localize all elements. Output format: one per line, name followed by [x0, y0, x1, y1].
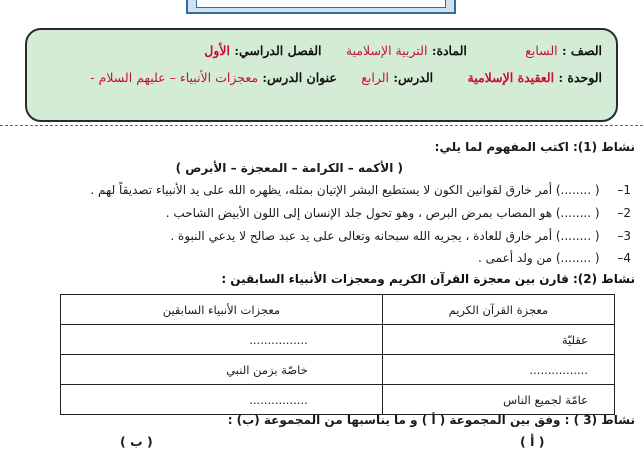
- table-header-row: [61, 295, 615, 325]
- table-row: [61, 385, 615, 415]
- grade-label: الصف :: [561, 43, 602, 58]
- top-banner: [186, 0, 456, 14]
- top-banner-inner: [196, 0, 446, 8]
- group-b-label: ( ب ): [120, 434, 153, 449]
- table-cell-prophets[interactable]: ................: [61, 385, 383, 415]
- question-3: [170, 229, 631, 243]
- table-row: [61, 355, 615, 385]
- activity2-title: نشاط (2): قارن بين معجزة القرآن الكريم ومعجزات الأنبياء السابقين :: [221, 272, 635, 286]
- group-a-label: ( أ ): [520, 434, 545, 449]
- question-2-text: ( ........) هو المصاب بمرض البرص ، وهو تحول جلد الإنسان إلى اللون الأبيض الشاحب .: [165, 206, 600, 220]
- grade-value: السابع: [525, 43, 558, 58]
- unit-value: العقيدة الإسلامية: [467, 70, 555, 85]
- table-cell-quran[interactable]: ................: [382, 355, 614, 385]
- lesson-info-box: [25, 28, 618, 122]
- info-line-1: [204, 43, 602, 58]
- table-cell-quran[interactable]: عامّة لجميع الناس: [382, 385, 614, 415]
- question-1: [90, 183, 631, 197]
- question-4-text: ( ........) من ولد أعمى .: [478, 251, 600, 265]
- subject-label: المادة:: [431, 43, 467, 58]
- question-4-number: 4–: [617, 251, 631, 265]
- question-1-text: ( ........) أمر خارق لقوانين الكون لا يستطيع البشر الإتيان بمثله، يظهره الله على يد الأنبياء تصديقاً لهم .: [90, 183, 600, 197]
- col-prophets-header: معجزات الأنبياء السابقين: [61, 295, 383, 325]
- unit-label: الوحدة :: [558, 70, 602, 85]
- question-2: [166, 206, 631, 220]
- table-cell-prophets[interactable]: خاصّة بزمن النبي: [61, 355, 383, 385]
- concept-word-bank: ( الأكمه – الكرامة – المعجزة – الأبرص ): [175, 161, 403, 175]
- info-line-2: [90, 70, 602, 85]
- lesson-label: الدرس:: [393, 70, 434, 85]
- comparison-table: [60, 294, 615, 415]
- table-row: [61, 325, 615, 355]
- lesson-title-value: معجزات الأنبياء – عليهم السلام -: [90, 70, 259, 85]
- question-3-number: 3–: [617, 229, 631, 243]
- semester-label: الفصل الدراسي:: [234, 43, 322, 58]
- table-cell-prophets[interactable]: ................: [61, 325, 383, 355]
- question-4: [478, 251, 631, 265]
- question-1-number: 1–: [617, 183, 631, 197]
- semester-value: الأول: [204, 43, 231, 58]
- question-3-text: ( ........) أمر خارق للعادة ، يجريه الله سبحانه وتعالى على يد عبد صالح لا يدعي النبوة .: [170, 229, 600, 243]
- lesson-title-label: عنوان الدرس:: [262, 70, 337, 85]
- subject-value: التربية الإسلامية: [345, 43, 428, 58]
- table-cell-quran[interactable]: عقليّة: [382, 325, 614, 355]
- activity1-title: نشاط (1): اكتب المفهوم لما يلي:: [434, 140, 635, 154]
- question-2-number: 2–: [617, 206, 631, 220]
- lesson-value: الرابع: [361, 70, 390, 85]
- dashed-divider: [0, 125, 643, 126]
- col-quran-header: معجزة القرآن الكريم: [382, 295, 614, 325]
- activity3-title: نشاط (3 ) : وفق بين المجموعة ( أ ) و ما يناسبها من المجموعة (ب) :: [227, 413, 635, 427]
